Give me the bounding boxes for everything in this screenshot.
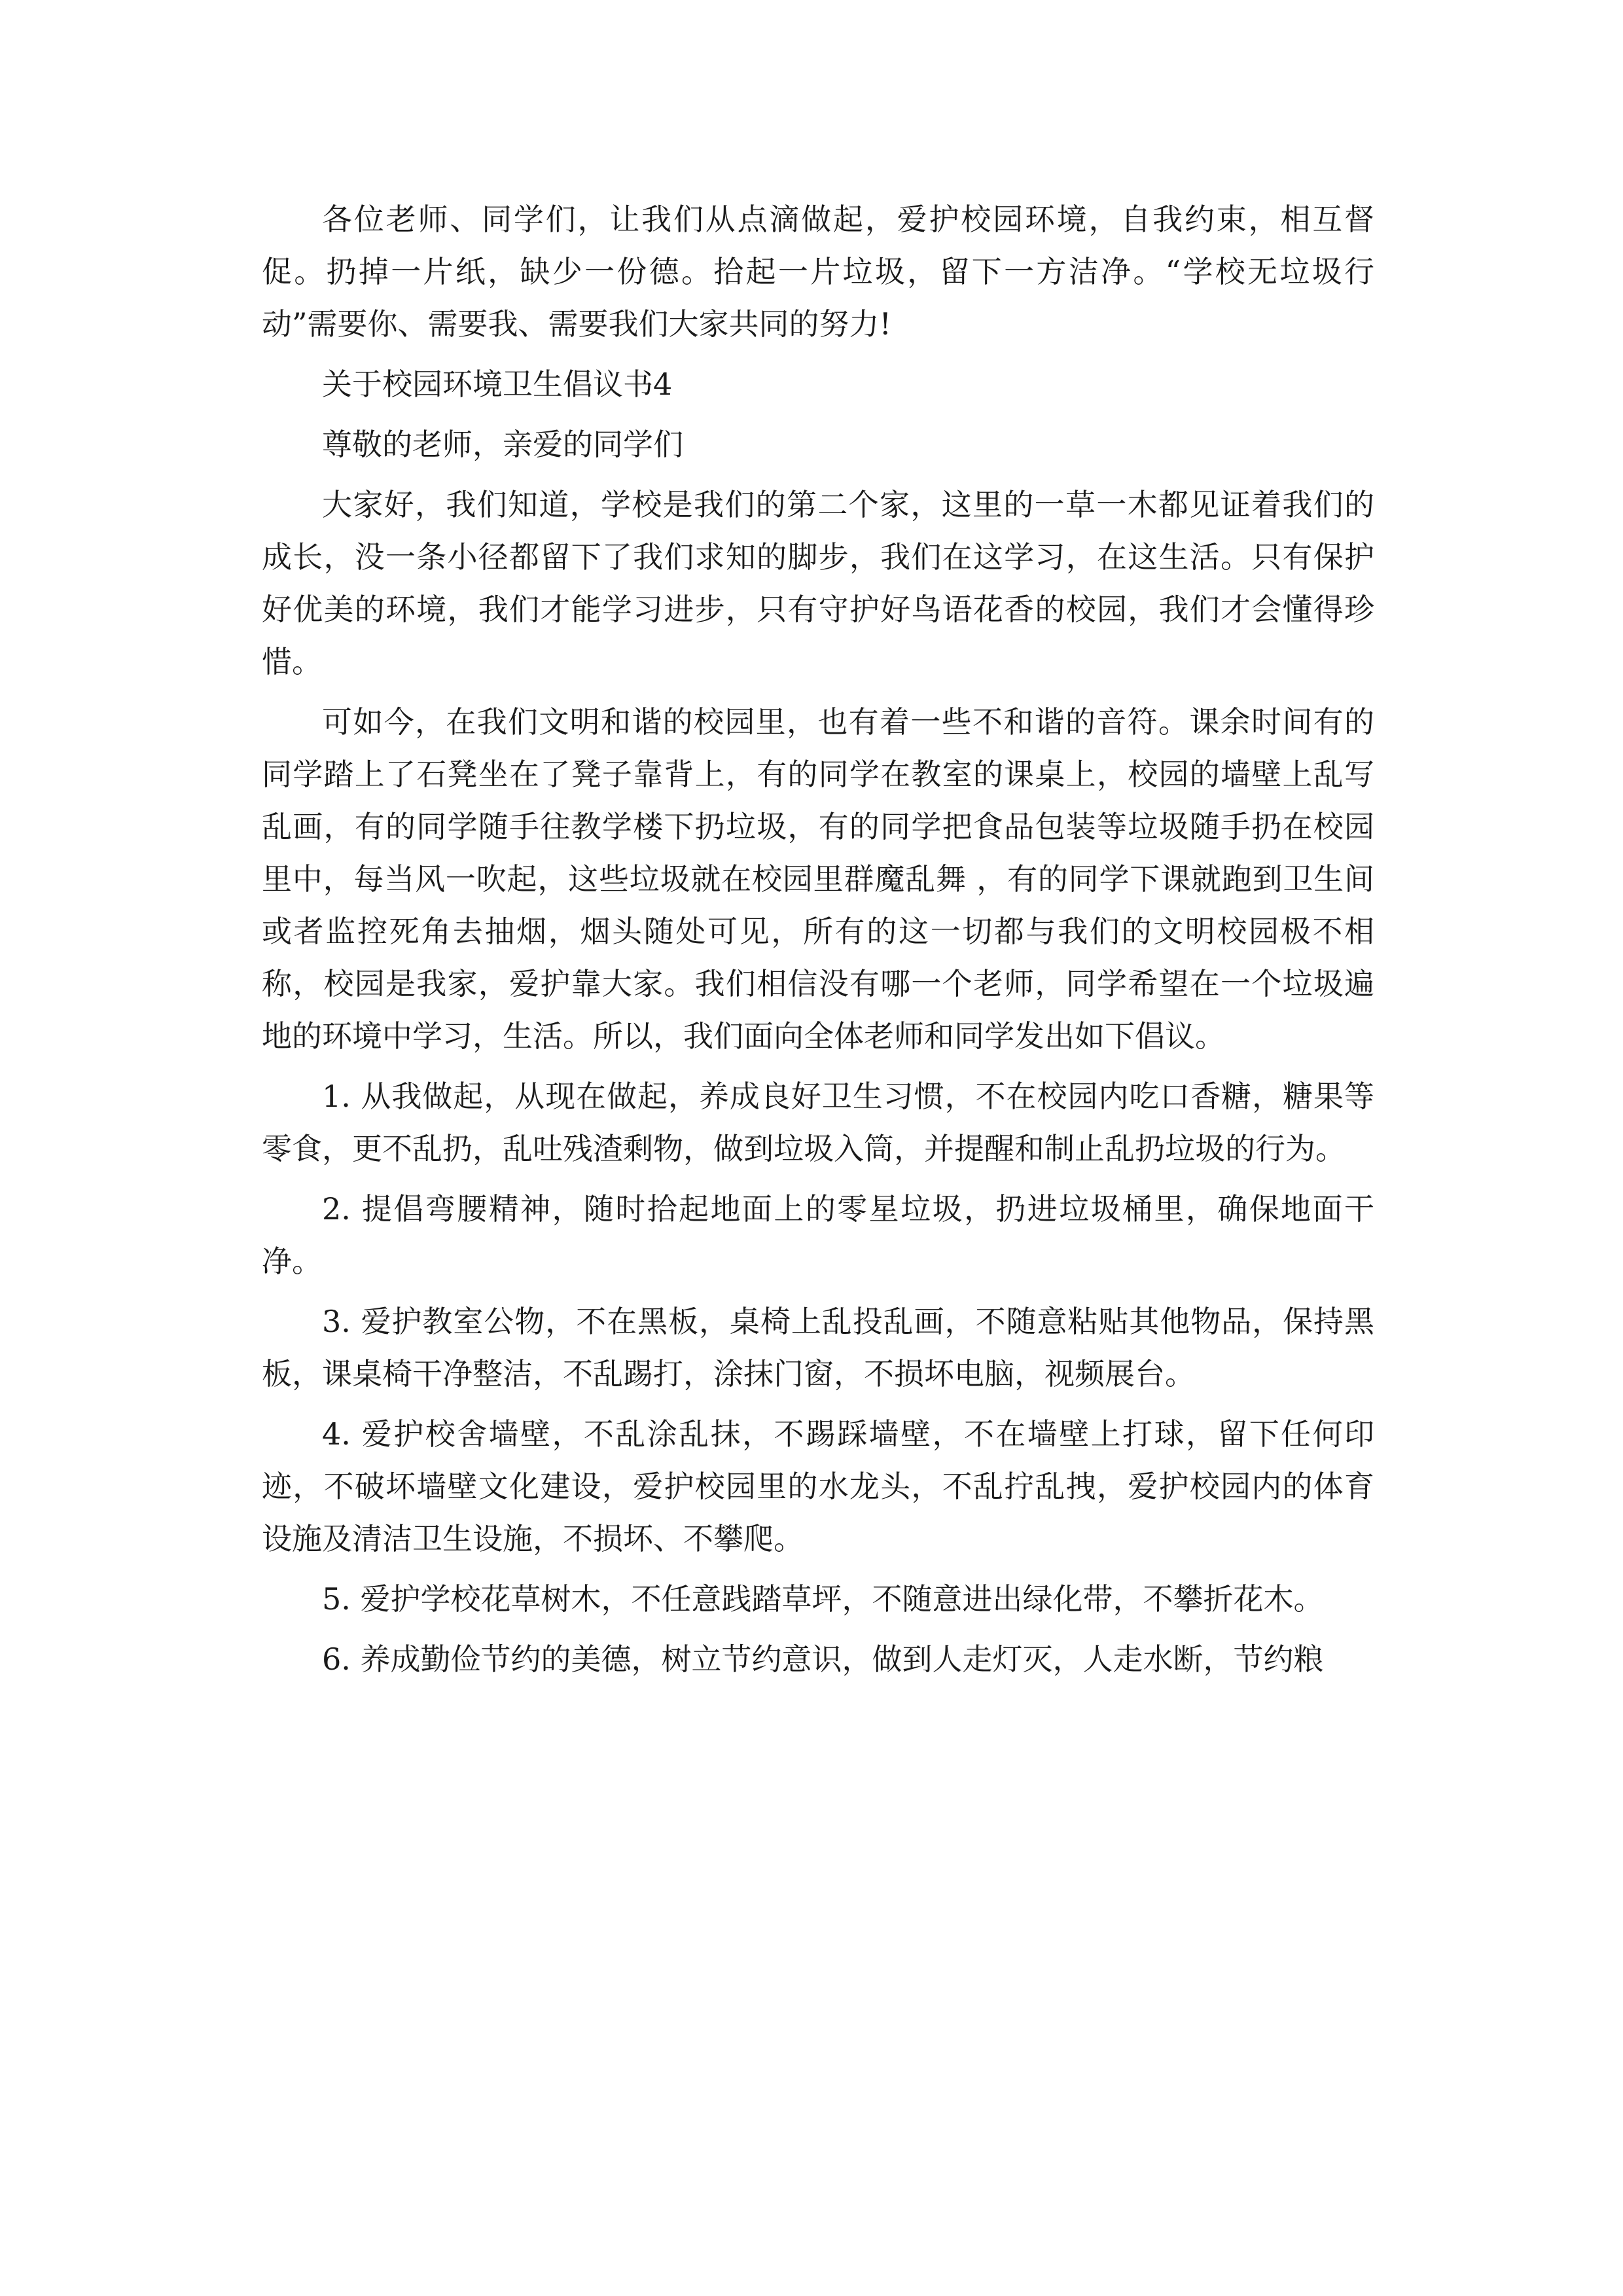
paragraph-problems: 可如今，在我们文明和谐的校园里，也有着一些不和谐的音符。课余时间有的同学踏上了石凳坐在了凳子靠背上，有的同学在教室的课桌上，校园的墙壁上乱写乱画，有的同学随手往教学楼下扔垃圾，有的同学把食品包装等垃圾随手扔在校园里中，每当风一吹起，这些垃圾就在校园里群魔乱舞 ，有的同学下课就跑到卫生间或者监控死角去抽烟，烟头随处可见，所有的这一切都与我们的文明校园极不相称，校园是我家，爱护靠大家。我们相信没有哪一个老师，同学希望在一个垃圾遍地的环境中学习，生活。所以，我们面向全体老师和同学发出如下倡议。 (262, 704, 1374, 1054)
paragraph-intro: 大家好，我们知道，学校是我们的第二个家，这里的一草一木都见证着我们的成长，没一条小径都留下了我们求知的脚步，我们在这学习，在这生活。只有保护好优美的环境，我们才能学习进步，只有守护好鸟语花香的校园，我们才会懂得珍惜。 (262, 487, 1374, 679)
proposal-item-1: 1. 从我做起，从现在做起，养成良好卫生习惯，不在校园内吃口香糖，糖果等零食，更不乱扔，乱吐残渣剩物，做到垃圾入筒，并提醒和制止乱扔垃圾的行为。 (262, 1079, 1374, 1166)
proposal-item-3: 3. 爱护教室公物，不在黑板，桌椅上乱投乱画，不随意粘贴其他物品，保持黑板，课桌椅干净整洁，不乱踢打，涂抹门窗，不损坏电脑，视频展台。 (262, 1304, 1374, 1391)
paragraph-closing-appeal: 各位老师、同学们，让我们从点滴做起，爱护校园环境，自我约束，相互督促。扔掉一片纸，缺少一份德。拾起一片垃圾，留下一方洁净。“学校无垃圾行动”需要你、需要我、需要我们大家共同的努力! (262, 202, 1374, 342)
proposal-item-6: 6. 养成勤俭节约的美德，树立节约意识，做到人走灯灭，人走水断，节约粮 (322, 1641, 1324, 1677)
salutation: 尊敬的老师，亲爱的同学们 (322, 427, 683, 462)
document-body (262, 193, 1374, 1693)
proposal-item-5: 5. 爱护学校花草树木，不任意践踏草坪，不随意进出绿化带，不攀折花木。 (322, 1581, 1324, 1617)
proposal-item-4: 4. 爱护校舍墙壁，不乱涂乱抹，不踢踩墙壁，不在墙壁上打球，留下任何印迹，不破坏墙壁文化建设，爱护校园里的水龙头，不乱拧乱拽，爱护校园内的体育设施及清洁卫生设施，不损坏、不攀爬。 (262, 1416, 1374, 1556)
proposal-item-2: 2. 提倡弯腰精神，随时拾起地面上的零星垃圾，扔进垃圾桶里，确保地面干净。 (262, 1191, 1374, 1279)
section-title: 关于校园环境卫生倡议书4 (322, 367, 673, 402)
